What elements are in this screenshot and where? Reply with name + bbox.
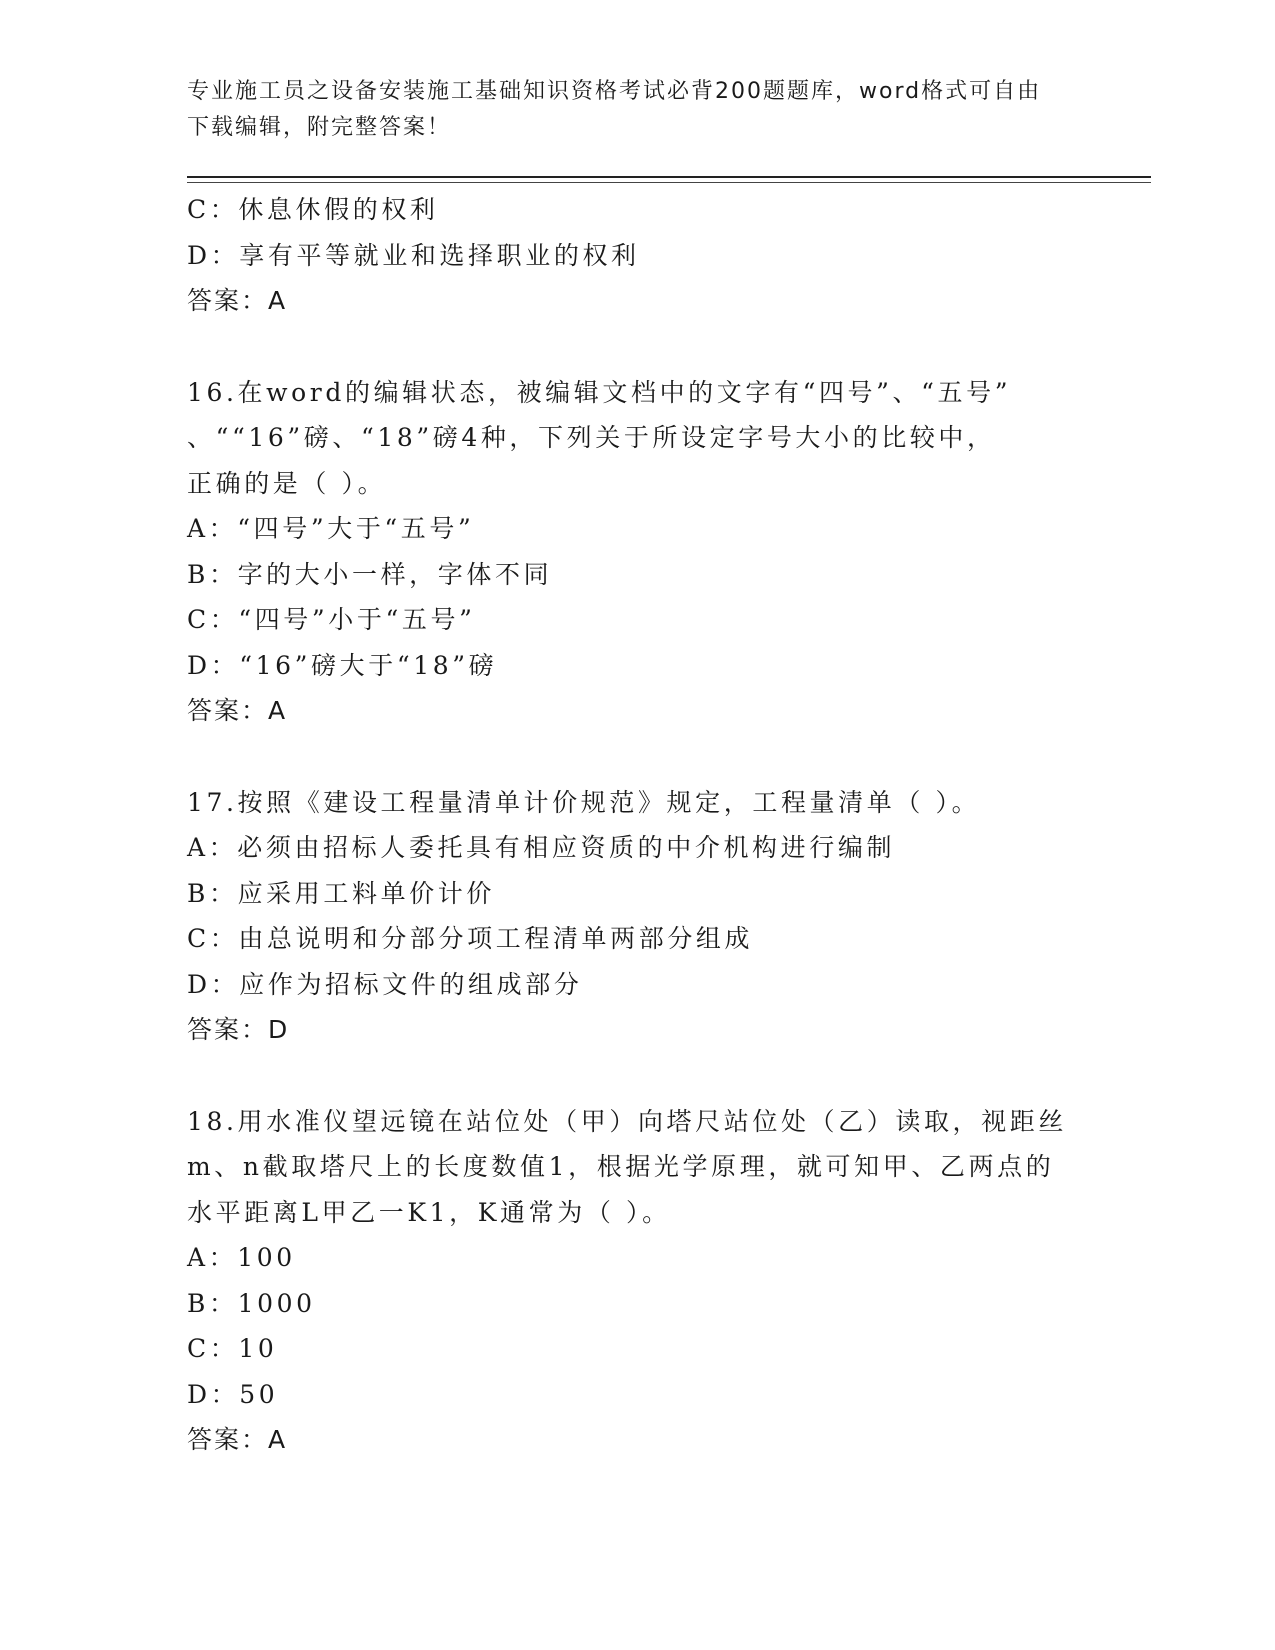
option-c: C：休息休假的权利 (187, 195, 439, 224)
answer-line: 答案：D (187, 1015, 290, 1044)
question-17 (187, 780, 1097, 1053)
option-a: A：100 (187, 1243, 296, 1272)
option-d: D：“16”磅大于“18”磅 (187, 650, 498, 680)
option-c: C：由总说明和分部分项工程清单两部分组成 (187, 924, 754, 953)
option-b: B：字的大小一样，字体不同 (187, 559, 553, 589)
question-16 (187, 370, 1097, 734)
question-15-continuation (187, 187, 1097, 324)
option-b: B：应采用工料单价计价 (187, 878, 495, 908)
question-spacer (187, 734, 1097, 780)
question-stem-line: 、““16”磅、“18”磅4种，下列关于所设定字号大小的比较中， (187, 423, 996, 452)
question-stem-line: 正确的是（ ）。 (187, 468, 387, 498)
question-18 (187, 1099, 1097, 1463)
answer-line: 答案：A (187, 1425, 288, 1454)
answer-line: 答案：A (187, 286, 288, 315)
option-a: A：必须由招标人委托具有相应资质的中介机构进行编制 (187, 833, 896, 862)
header-rule-thin (187, 182, 1151, 183)
document-header (187, 74, 1087, 146)
option-c: C：10 (187, 1334, 278, 1363)
header-rule-thick (187, 176, 1151, 178)
option-b: B：1000 (187, 1288, 316, 1318)
question-stem-line: 水平距离L甲乙一K1，K通常为（ ）。 (187, 1197, 671, 1227)
option-d: D：应作为招标文件的组成部分 (187, 969, 583, 999)
option-d: D：享有平等就业和选择职业的权利 (187, 240, 640, 270)
question-stem-line: m、n截取塔尺上的长度数值1，根据光学原理，就可知甲、乙两点的 (187, 1152, 1055, 1181)
question-stem-line: 16.在word的编辑状态，被编辑文档中的文字有“四号”、“五号” (187, 377, 1012, 407)
header-line-2: 下载编辑，附完整答案！ (187, 115, 452, 140)
question-list (187, 187, 1097, 1463)
question-stem-line: 17.按照《建设工程量清单计价规范》规定，工程量清单（ ）。 (187, 787, 981, 817)
header-line-1: 专业施工员之设备安装施工基础知识资格考试必背200题题库，word格式可自由 (187, 79, 1042, 104)
question-spacer (187, 324, 1097, 370)
question-spacer (187, 1053, 1097, 1099)
option-a: A：“四号”大于“五号” (187, 514, 475, 543)
option-d: D：50 (187, 1379, 279, 1409)
answer-line: 答案：A (187, 696, 288, 725)
option-c: C：“四号”小于“五号” (187, 605, 476, 634)
question-stem-line: 18.用水准仪望远镜在站位处（甲）向塔尺站位处（乙）读取，视距丝 (187, 1106, 1067, 1136)
